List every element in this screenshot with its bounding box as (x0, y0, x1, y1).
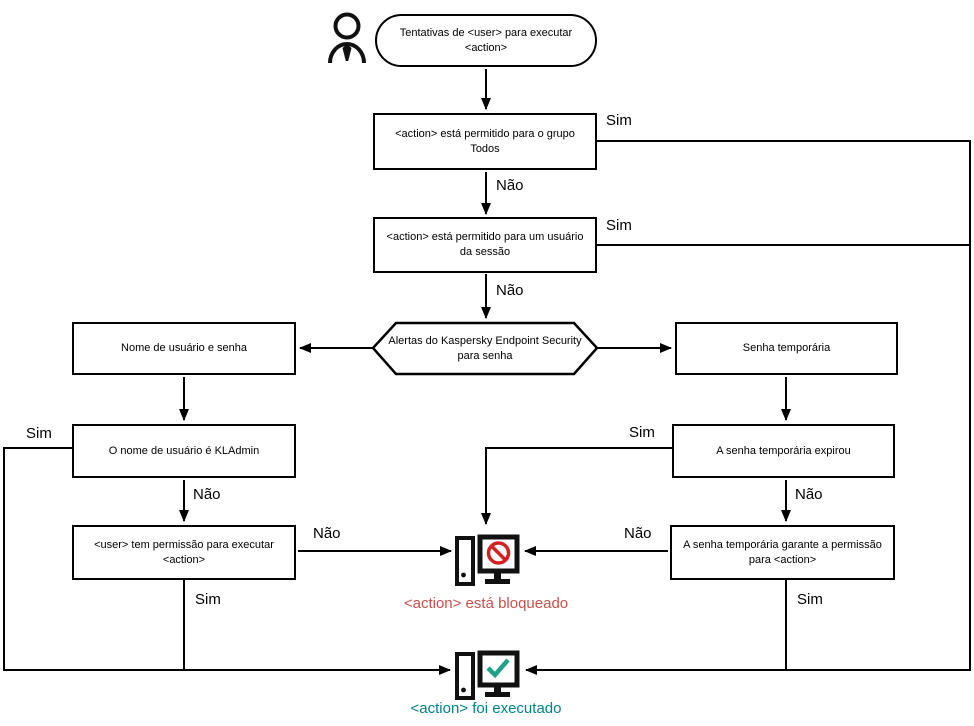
edge-label-no-session: Não (496, 282, 524, 299)
node-temp-grants-label: A senha temporária garante a permissão para <action> (683, 538, 882, 566)
node-temp-password-label: Senha temporária (742, 342, 831, 355)
node-is-kladmin-label: O nome de usuário é KLAdmin (108, 444, 260, 457)
edge-label-yes-user-permission: Sim (195, 591, 221, 608)
node-session-allowed-label: <action> está permitido para um usuário da sessão (386, 231, 584, 258)
node-temp-expired-label: A senha temporária expirou (716, 444, 851, 457)
node-start (375, 14, 597, 67)
node-session-allowed (373, 217, 597, 273)
node-password-prompt-label: Alertas do Kaspersky Endpoint Security para senha (388, 335, 582, 362)
blocked-computer-icon (457, 537, 517, 584)
edge-label-yes-kladmin: Sim (26, 425, 52, 442)
node-is-kladmin (72, 424, 296, 478)
edge-label-no-kladmin: Não (193, 486, 221, 503)
edge-label-no-user-permission: Não (313, 525, 341, 542)
node-group-allowed-label: <action> está permitido para o grupo Todos (395, 127, 575, 155)
user-icon (330, 15, 364, 64)
node-temp-grants (670, 525, 895, 580)
node-user-permission-label: <user> tem permissão para executar <action> (94, 538, 274, 566)
edge-label-yes-group: Sim (606, 112, 632, 129)
node-start-label: Tentativas de <user> para executar <action> (399, 26, 573, 54)
node-temp-password (675, 322, 898, 375)
executed-computer-icon (457, 653, 517, 698)
node-username-password (72, 322, 296, 375)
blocked-result-text: <action> está bloqueado (403, 595, 569, 612)
node-group-allowed (373, 113, 597, 170)
executed-result-text: <action> foi executado (410, 700, 562, 717)
edge-label-no-group: Não (496, 177, 524, 194)
edge-label-yes-session: Sim (606, 217, 632, 234)
edge-label-yes-temp-expired: Sim (629, 424, 655, 441)
edge-label-yes-temp-grants: Sim (797, 591, 823, 608)
node-password-prompt (385, 326, 585, 372)
edge-label-no-temp-expired: Não (795, 486, 823, 503)
node-username-password-label: Nome de usuário e senha (121, 342, 247, 355)
node-temp-expired (672, 424, 895, 478)
edge-label-no-temp-grants: Não (624, 525, 652, 542)
node-user-permission (72, 525, 296, 580)
